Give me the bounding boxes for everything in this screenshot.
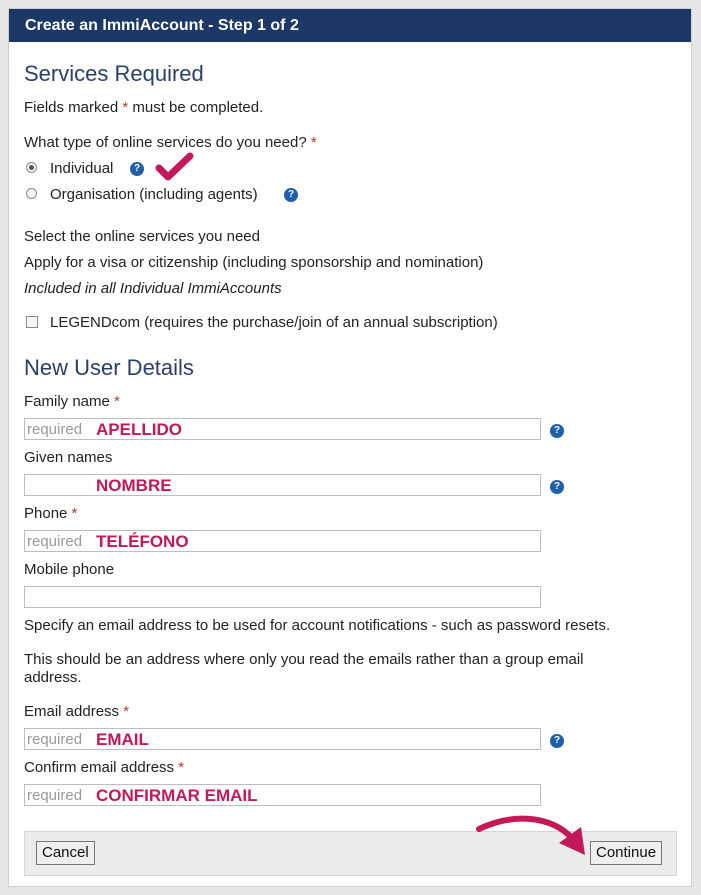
section-heading-user: New User Details	[24, 355, 194, 380]
email-info-text: Specify an email address to be used for account notifications - such as password resets.	[24, 617, 611, 634]
confirm-email-label	[24, 759, 184, 776]
note-text-before: Fields marked	[24, 99, 123, 116]
family-name-label	[24, 393, 120, 410]
help-icon[interactable]: ?	[550, 480, 564, 494]
email-info-text-2: This should be an address where only you read the emails rather than a group email	[24, 651, 584, 668]
radio-individual[interactable]	[26, 162, 37, 173]
help-icon[interactable]: ?	[284, 188, 298, 202]
phone-annotation: TELÉFONO	[96, 532, 189, 551]
email-label-text: Email address	[24, 703, 120, 720]
confirm-email-placeholder: required	[27, 787, 83, 804]
section-heading-services: Services Required	[24, 61, 204, 86]
help-icon[interactable]: ?	[550, 734, 564, 748]
confirm-email-label-text: Confirm email address	[24, 759, 175, 776]
form-panel	[8, 8, 692, 887]
help-icon[interactable]: ?	[550, 424, 564, 438]
email-input[interactable]	[24, 728, 541, 750]
given-names-input[interactable]	[24, 474, 541, 496]
legendcom-checkbox[interactable]	[26, 316, 38, 328]
included-text: Included in all Individual ImmiAccounts	[24, 280, 282, 297]
mobile-phone-input[interactable]	[24, 586, 541, 608]
required-asterisk: *	[71, 505, 78, 522]
required-asterisk: *	[122, 99, 129, 116]
select-services-label: Select the online services you need	[24, 228, 260, 245]
email-label	[24, 703, 129, 720]
required-asterisk: *	[310, 134, 317, 151]
page-title: Create an ImmiAccount - Step 1 of 2	[9, 9, 691, 42]
radio-organisation-label[interactable]: Organisation (including agents)	[50, 186, 258, 203]
required-asterisk: *	[114, 393, 120, 410]
services-question-label: What type of online services do you need?	[24, 134, 307, 151]
phone-input[interactable]	[24, 530, 541, 552]
phone-label-text: Phone	[24, 505, 68, 522]
phone-label	[24, 505, 77, 522]
confirm-email-input[interactable]	[24, 784, 541, 806]
continue-button[interactable]: Continue	[590, 841, 662, 865]
required-asterisk: *	[123, 703, 130, 720]
cancel-button[interactable]: Cancel	[36, 841, 95, 865]
family-name-annotation: APELLIDO	[96, 420, 182, 439]
help-icon[interactable]: ?	[130, 162, 144, 176]
required-asterisk: *	[178, 759, 185, 776]
arrow-annotation-icon	[473, 799, 598, 861]
legendcom-checkbox-label[interactable]: LEGENDcom (requires the purchase/join of an annual subscription)	[50, 314, 498, 331]
email-annotation: EMAIL	[96, 730, 149, 749]
email-placeholder: required	[27, 731, 83, 748]
family-name-label-text: Family name	[24, 393, 110, 410]
apply-visa-text: Apply for a visa or citizenship (including sponsorship and nomination)	[24, 254, 484, 271]
confirm-email-annotation: CONFIRMAR EMAIL	[96, 786, 258, 805]
mobile-phone-label: Mobile phone	[24, 561, 115, 578]
phone-placeholder: required	[27, 533, 83, 550]
given-names-label: Given names	[24, 449, 113, 466]
family-name-input[interactable]	[24, 418, 541, 440]
given-names-annotation: NOMBRE	[96, 476, 172, 495]
email-info-text-2-cont: address.	[24, 669, 82, 686]
family-name-placeholder: required	[27, 421, 83, 438]
services-question	[24, 134, 317, 151]
note-text-after: must be completed.	[128, 99, 264, 116]
radio-individual-label[interactable]: Individual	[50, 160, 114, 177]
radio-organisation[interactable]	[26, 188, 37, 199]
required-fields-note	[24, 99, 263, 116]
checkmark-annotation-icon	[155, 151, 195, 183]
